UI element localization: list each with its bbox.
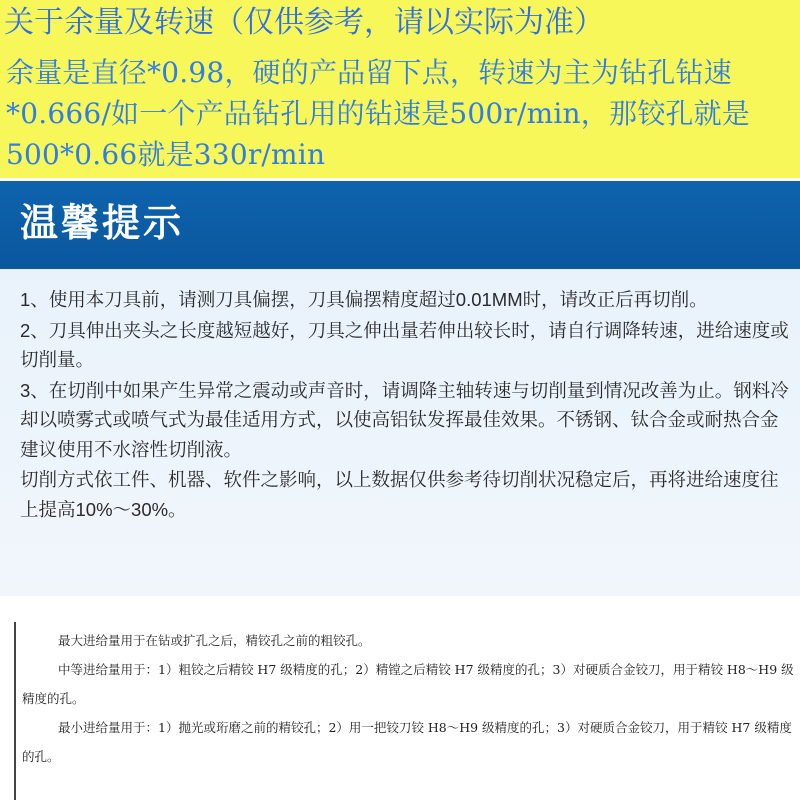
feed-note-text: 最大进给量用于在钻或扩孔之后，精铰孔之前的粗铰孔。 — [58, 633, 371, 648]
tips-panel — [0, 269, 800, 596]
margin-rule — [14, 622, 16, 800]
feed-note-text: 中等进给量用于：1）粗铰之后精铰 H7 级精度的孔；2）精镗之后精铰 H7 级精度的孔；3）对硬质合金铰刀，用于精铰 H8～H9 级精度的孔。 — [22, 662, 794, 706]
tips-banner — [0, 181, 800, 269]
feed-note — [22, 713, 800, 771]
tip-item: 切削方式依工件、机器、软件之影响，以上数据仅供参考待切削状况稳定后，再将进给速度往上提高10%～30%。 — [20, 469, 779, 520]
feed-notes-list — [22, 626, 800, 771]
banner-title: 温馨提示 — [20, 201, 185, 245]
feed-note — [22, 626, 800, 655]
header-note — [0, 0, 800, 178]
tip-item: 3、在切削中如果产生异常之震动或声音时，请调降主轴转速与切削量到情况改善为止。钢料冷却以喷雾式或喷气式为最佳适用方式，以使高铝钛发挥最佳效果。不锈钢、钛合金或耐热合金建议使用不水溶性切削液。 — [20, 379, 789, 460]
feed-note-text: 最小进给量用于：1）抛光或珩磨之前的精铰孔；2）用一把铰刀铰 H8～H9 级精度的孔；3）对硬质合金铰刀，用于精铰 H7 级精度的孔。 — [22, 720, 792, 764]
feed-notes-section — [0, 596, 800, 800]
feed-note — [22, 655, 800, 713]
tip-item: 2、刀具伸出夹头之长度越短越好，刀具之伸出量若伸出较长时，请自行调降转速，进给速度或切削量。 — [20, 319, 789, 370]
header-title: 关于余量及转速（仅供参考，请以实际为准） — [4, 5, 604, 40]
tips-list — [20, 285, 792, 525]
header-body: 余量是直径*0.98，硬的产品留下点，转速为主为钻孔钻速*0.666/如一个产品钻孔用的钻速是500r/min，那铰孔就是500*0.66就是330r/min — [6, 56, 750, 171]
tip-item: 1、使用本刀具前，请测刀具偏摆，刀具偏摆精度超过0.01MM时，请改正后再切削。 — [20, 289, 708, 310]
